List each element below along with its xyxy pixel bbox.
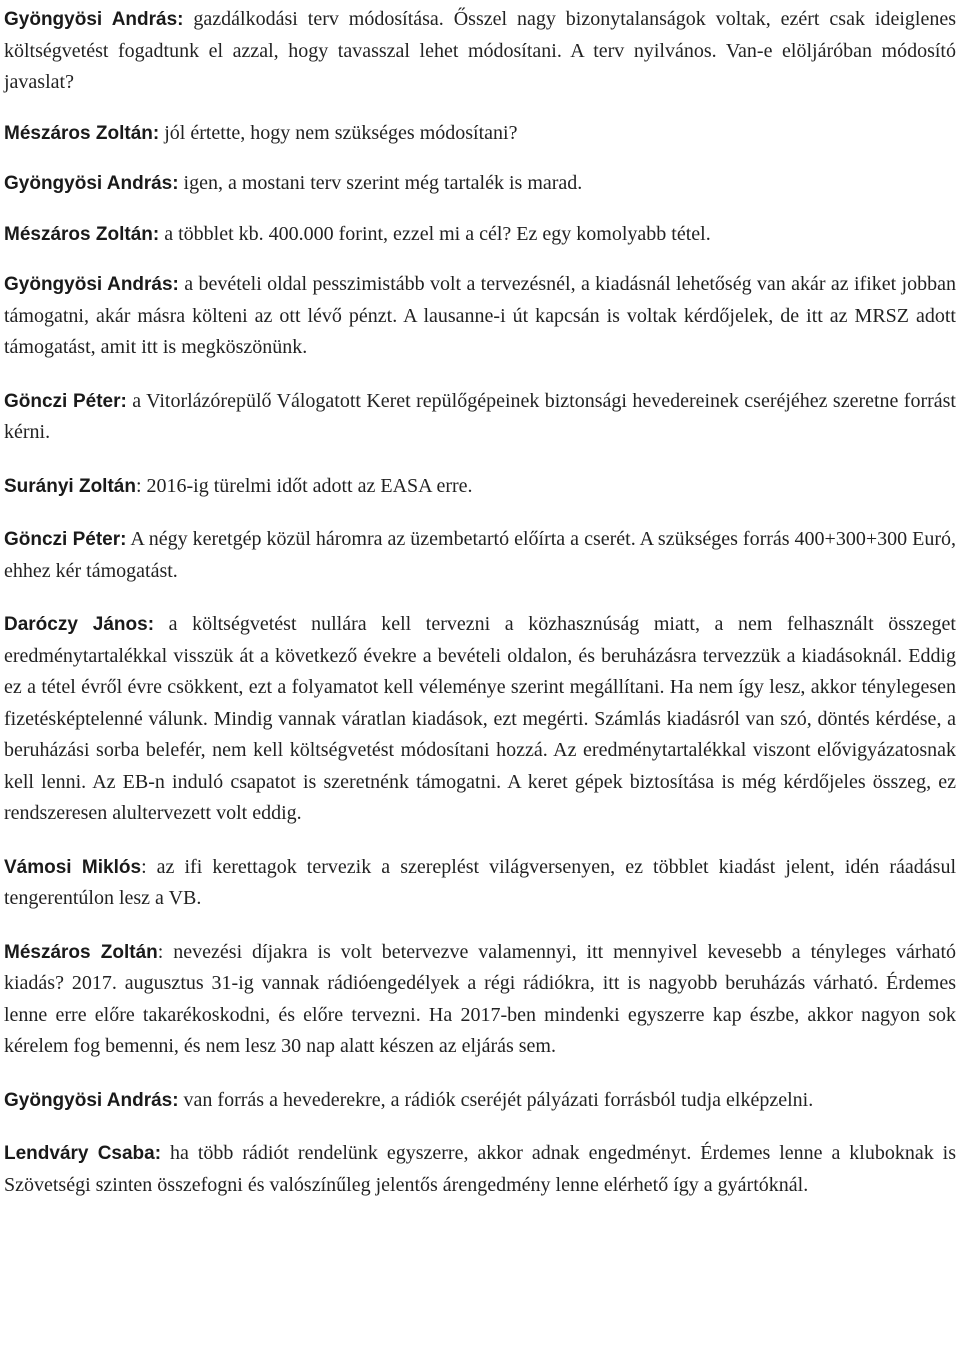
paragraph-8	[4, 524, 956, 587]
speaker-name: Daróczy János:	[4, 614, 155, 635]
speaker-name: Gönczi Péter:	[4, 529, 127, 550]
paragraph-text: : nevezési díjakra is volt betervezve valamennyi, itt mennyivel kevesebb a tényleges várható kiadás? 2017. augusztus 31-ig vannak rádióengedélyek a régi rádiókra, itt is nagyobb beruházás várható. Érdemes lenne erre előre takarékoskodni, és előre tervezni. Ha 2017-ben mindenki egyszerre kap észbe, akkor nagyon sok kérelem fog bemenni, és nem lesz 30 nap alatt készen az eljárás sem.	[4, 940, 957, 1057]
paragraph-3	[4, 168, 956, 200]
paragraph-text: a bevételi oldal pesszimistább volt a tervezésnél, a kiadásnál lehetőség van akár az ifiket jobban támogatni, akár másra költeni az ott lévő pénzt. A lausanne-i út kapcsán is voltak kérdőjelek, de itt az MRSZ adott támogatást, amit itt is megköszönünk.	[4, 273, 956, 358]
paragraph-text: gazdálkodási terv módosítása. Ősszel nagy bizonytalanságok voltak, ezért csak ideiglenes költségvetést fogadtunk el azzal, hogy tavasszal lehet módosítani. A terv nyilvános. Van-e elöljáróban módosító javaslat?	[4, 8, 956, 93]
speaker-name: Mészáros Zoltán	[4, 941, 158, 963]
paragraph-text: a Vitorlázórepülő Válogatott Keret repülőgépeinek biztonsági hevedereinek cseréjéhez szeretne forrást kérni.	[4, 389, 956, 443]
paragraph-text: : az ifi kerettagok tervezik a szereplést világversenyen, ez többlet kiadást jelent, idén ráadásul tengerentúlon lesz a VB.	[4, 855, 956, 909]
paragraph-text: van forrás a hevederekre, a rádiók cseréjét pályázati forrásból tudja elképzelni.	[178, 1088, 814, 1111]
speaker-name: Gönczi Péter:	[4, 390, 127, 412]
speaker-name: Surányi Zoltán	[4, 475, 136, 497]
paragraph-text: : 2016-ig türelmi időt adott az EASA erre.	[135, 474, 473, 497]
speaker-name: Mészáros Zoltán:	[4, 122, 160, 144]
paragraph-11	[4, 937, 956, 1063]
speaker-name: Lendváry Csaba:	[4, 1143, 162, 1164]
paragraph-text: igen, a mostani terv szerint még tartalék is marad.	[178, 172, 583, 194]
paragraph-13	[4, 1138, 956, 1201]
paragraph-text: a többlet kb. 400.000 forint, ezzel mi a cél? Ez egy komolyabb tétel.	[159, 222, 711, 245]
paragraph-text: ha több rádiót rendelünk egyszerre, akkor adnak engedményt. Érdemes lenne a kluboknak is Szövetségi szinten összefogni és valószínűleg jelentős árengedmény lenne elérhető így a gyártóknál.	[4, 1142, 956, 1196]
paragraph-text: jól értette, hogy nem szükséges módosítani?	[159, 121, 518, 144]
speaker-name: Vámosi Miklós	[4, 856, 142, 878]
speaker-name: Mészáros Zoltán:	[4, 223, 160, 245]
speaker-name: Gyöngyösi András:	[4, 274, 179, 295]
paragraph-1	[4, 4, 956, 99]
paragraph-10	[4, 852, 956, 915]
paragraph-9	[4, 609, 956, 830]
paragraph-4	[4, 219, 956, 251]
paragraph-5	[4, 269, 956, 364]
paragraph-6	[4, 386, 956, 449]
speaker-name: Gyöngyösi András:	[4, 1089, 179, 1111]
speaker-name: Gyöngyösi András:	[4, 9, 184, 30]
paragraph-12	[4, 1085, 956, 1117]
speaker-name: Gyöngyösi András:	[4, 173, 179, 194]
paragraph-text: a költségvetést nullára kell tervezni a közhasznúság miatt, a nem felhasznált összeget eredménytartalékkal visszük át a következő évekre a bevételi oldalon, és beruházásra tervezzük a kiadásoknál. Eddig ez a tétel évről évre csökkent, ezt a folyamatot kell véleménye szerint megállítani. Ha nem így lesz, akkor ténylegesen fizetésképtelenné válunk. Mindig vannak váratlan kiadások, ezt megérti. Számlás kiadásról van szó, döntés kérdése, a beruházási sorba belefér, nem kell költségvetést módosítani hozzá. Az eredménytartalékkal viszont elővigyázatosnak kell lenni. Az EB-n induló csapatot is szeretnénk támogatni. A keret gépek biztosítása is még kérdőjeles összeg, ez rendszeresen alultervezett volt eddig.	[4, 613, 956, 824]
paragraph-2	[4, 118, 956, 150]
paragraph-text: A négy keretgép közül háromra az üzembetartó előírta a cserét. A szükséges forrás 400+300+300 Euró, ehhez kér támogatást.	[4, 528, 956, 582]
paragraph-7	[4, 471, 956, 503]
